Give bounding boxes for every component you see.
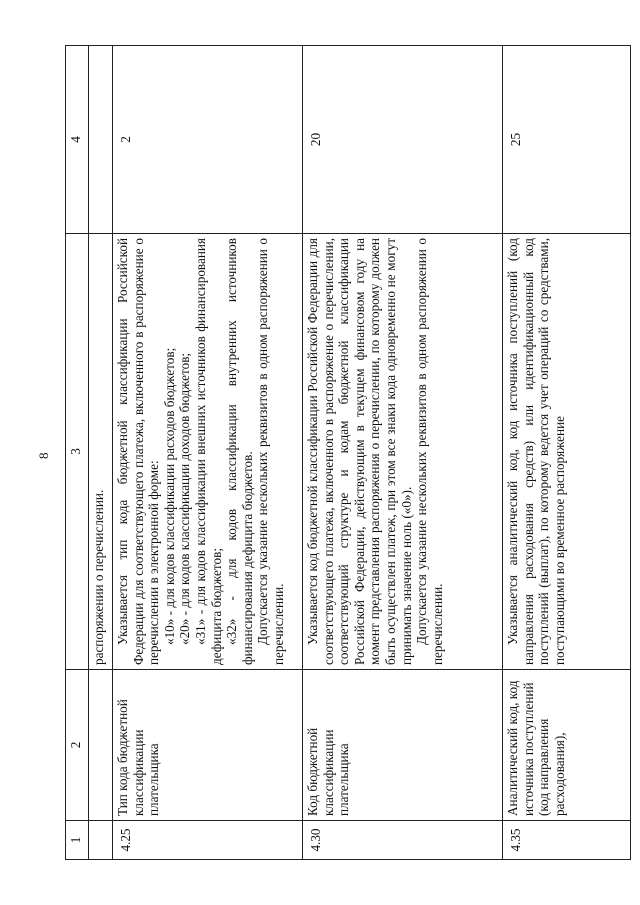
description-paragraph: Указывается код бюджетной классификации Российской Федерации для соответствующего платежа, включенного в распоряжение о перечислении, соответствующий структуре и кодам бюджетной классификации Российской Федерации, действующим в текущем финансовом году на момент представления распоряжения о перечислении, по которому должен быть осуществлен платеж, при этом все знаки кода одновременно не могут принимать значение ноль («0»). xyxy=(305,238,414,665)
field-length: 2 xyxy=(113,46,303,234)
description-paragraph: Допускается указание нескольких реквизитов в одном распоряжении о перечислении. xyxy=(255,238,286,665)
requisite-name: Код бюджетной классификации плательщика xyxy=(303,670,503,821)
description-paragraph: Указывается аналитический код, код источника поступлений (код направления расходования средств) или идентификационный код поступлений (выплат), по которому ведется учет операций со средствами, поступающими во временное распоряжение xyxy=(505,238,567,665)
field-length: 25 xyxy=(503,46,631,234)
description-paragraph: «10» - для кодов классификации расходов бюджетов; xyxy=(161,347,177,645)
requisites-table xyxy=(65,45,631,860)
requisite-description xyxy=(113,234,303,670)
description-paragraph: «20» - для кодов классификации доходов бюджетов; xyxy=(177,352,193,645)
table-row xyxy=(503,46,631,860)
field-length xyxy=(89,46,113,234)
requisite-description xyxy=(89,234,113,670)
row-number: 4.25 xyxy=(113,821,303,860)
header-cell: 2 xyxy=(66,670,89,821)
header-cell: 3 xyxy=(66,234,89,670)
requisite-description xyxy=(303,234,503,670)
table-header-row xyxy=(66,46,89,860)
description-paragraph: Указывается тип кода бюджетной классификации Российской Федерации для соответствующего платежа, включенного в распоряжение о перечислении в электронной форме: xyxy=(115,238,162,665)
requisite-description xyxy=(503,234,631,670)
row-number: 4.35 xyxy=(503,821,631,860)
description-paragraph: Допускается указание нескольких реквизитов в одном распоряжении о перечислении. xyxy=(414,238,445,665)
table-row xyxy=(89,46,113,860)
table-row xyxy=(303,46,503,860)
page-number: 8 xyxy=(36,452,51,459)
requisite-name: Аналитический код, код источника поступлений (код направления расходования), xyxy=(503,670,631,821)
header-cell: 4 xyxy=(66,46,89,234)
header-cell: 1 xyxy=(66,821,89,860)
row-number: 4.30 xyxy=(303,821,503,860)
description-paragraph: распоряжении о перечислении. xyxy=(91,489,106,665)
description-paragraph: «32» - для кодов классификации внутренних источников финансирования дефицита бюджетов. xyxy=(224,238,255,665)
field-length: 20 xyxy=(303,46,503,234)
description-paragraph: «31» - для кодов классификации внешних источников финансирования дефицита бюджетов; xyxy=(192,238,224,665)
row-number xyxy=(89,821,113,860)
table-row xyxy=(113,46,303,860)
requisite-name xyxy=(89,670,113,821)
requisite-name: Тип кода бюджетной классификации плательщика xyxy=(113,670,303,821)
